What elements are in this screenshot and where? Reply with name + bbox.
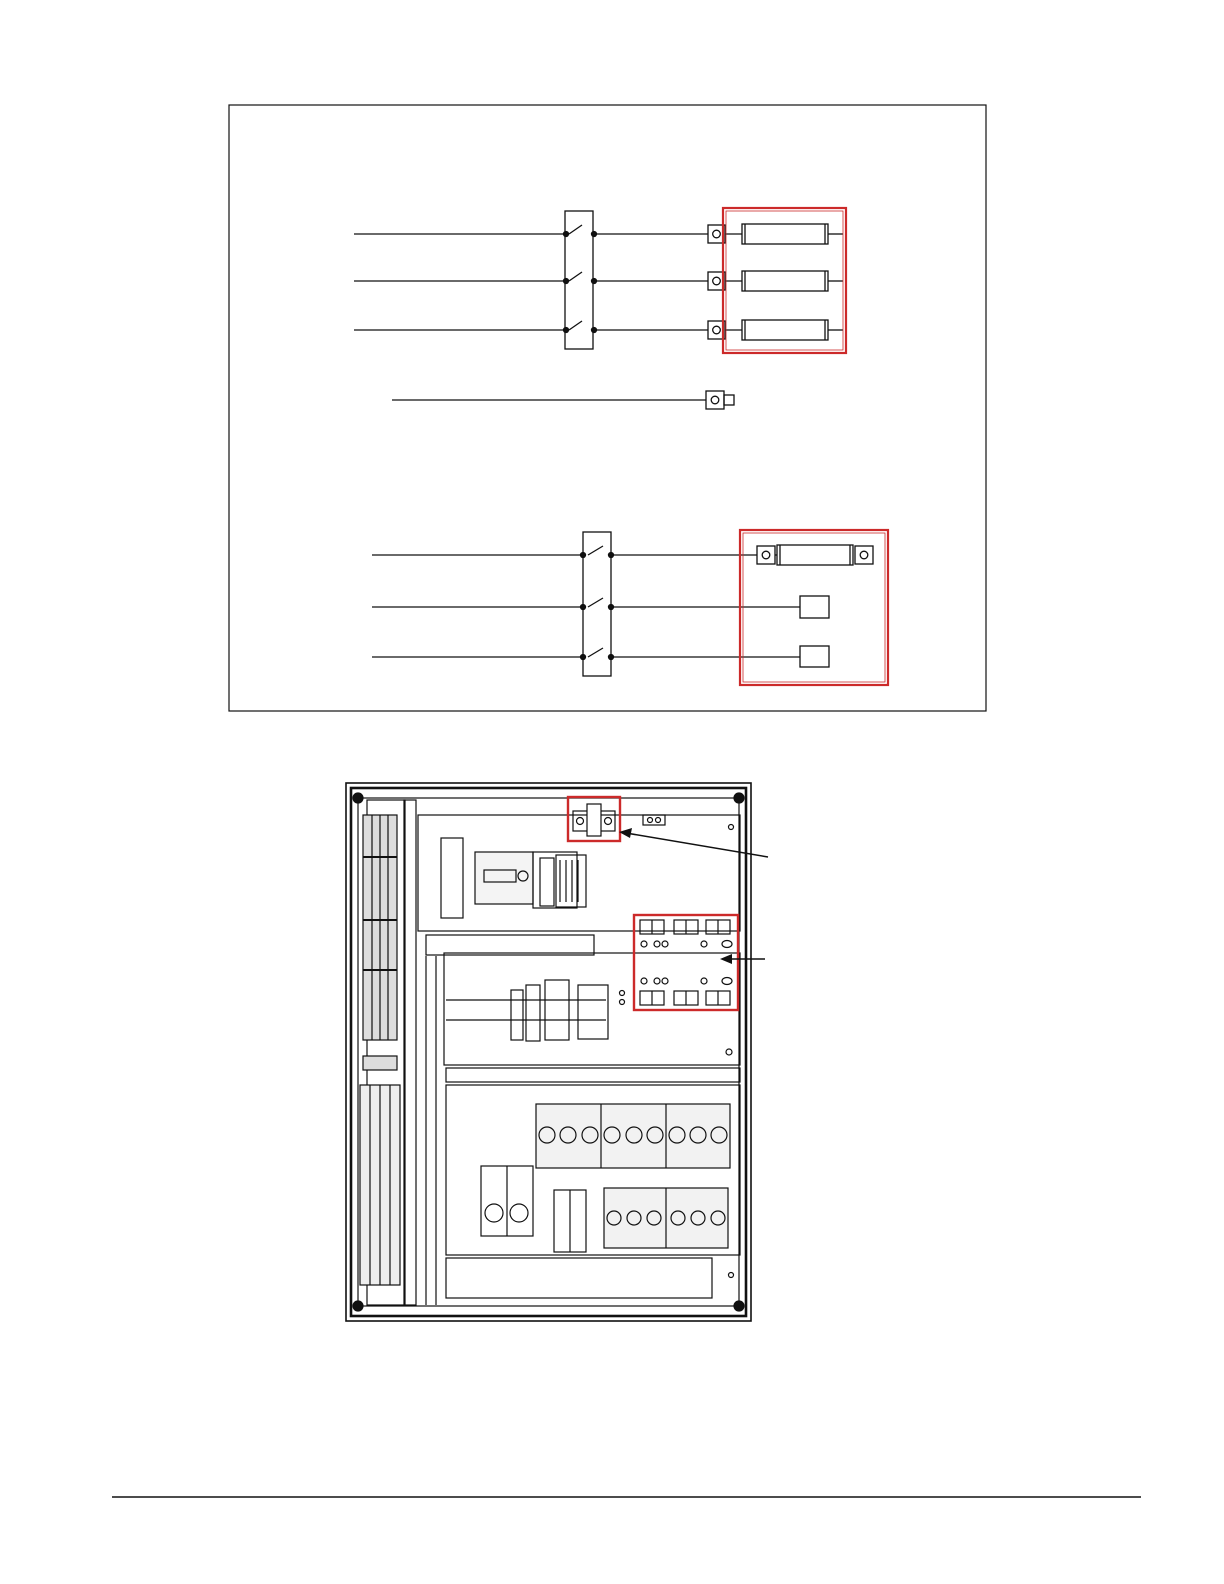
- terminal-strip: [360, 815, 400, 1285]
- fuse-row-lower: [604, 1188, 728, 1248]
- disconnect-switch-lower: [372, 532, 800, 676]
- fuse-3: [742, 320, 828, 340]
- motor-starter: [481, 1166, 533, 1236]
- terminal-block-a: [800, 596, 829, 618]
- disconnect-switch-upper: [354, 211, 708, 349]
- relay: [554, 1190, 586, 1252]
- schematic-frame: [229, 105, 986, 711]
- fuse-2: [742, 271, 828, 291]
- wiring-schematic: [229, 105, 986, 711]
- controller-module: [441, 838, 586, 918]
- lower-fuse-and-terminals: [757, 545, 873, 667]
- ground-block-component: [573, 804, 615, 836]
- control-panel-layout: [346, 783, 768, 1321]
- fuse-4: [777, 545, 853, 565]
- ground-terminal: [392, 391, 734, 409]
- fuse-holder-block: [640, 920, 732, 1005]
- fuse-1: [742, 224, 828, 244]
- wire-duct-center: [404, 800, 416, 1305]
- fuse-terminals-upper: [708, 224, 843, 340]
- small-terminal-pair: [643, 815, 734, 830]
- terminal-block-b: [800, 646, 829, 667]
- fuse-row-upper: [536, 1104, 730, 1168]
